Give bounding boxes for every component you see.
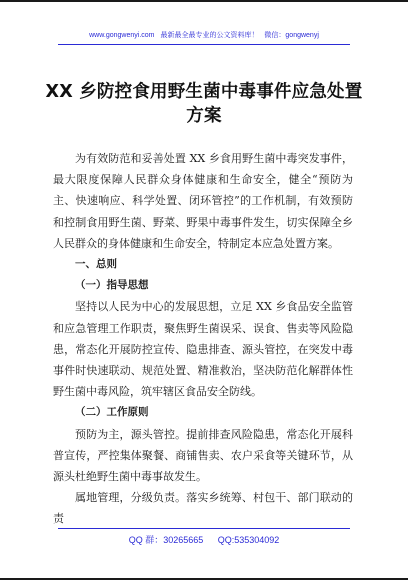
document-body (53, 148, 353, 530)
principle-paragraph-1: 预防为主，源头管控。提前排查风险隐患，常态化开展科普宣传，严控集体聚餐、商铺售卖、农户采食等关键环节，从源头杜绝野生菌中毒事故发生。 (53, 427, 353, 484)
header-slogan: 最新最全最专业的公文资料库！ (160, 32, 259, 39)
title-line-1: XX 乡防控食用野生菌中毒事件应急处置 (45, 82, 363, 102)
top-border (0, 0, 408, 2)
subheading-guiding-ideology: （一）指导思想 (75, 279, 149, 292)
header-divider (58, 44, 350, 45)
header-wechat: 微信：gongwenyj (264, 32, 319, 39)
header-site-link[interactable]: www.gongwenyi.com (89, 32, 155, 39)
title-line-2: 方案 (186, 106, 222, 126)
subheading-work-principles: （二）工作原则 (75, 406, 149, 419)
footer-qq-group: QQ 群：30265665 (128, 535, 204, 545)
principle-paragraph-2: 属地管理，分级负责。落实乡统筹、村包干、部门联动的责 (53, 491, 353, 526)
section-heading-general: 一、总则 (75, 258, 117, 271)
footer-qq: QQ:535304092 (217, 535, 280, 545)
page-header (0, 31, 408, 41)
document-title (30, 80, 378, 128)
footer-divider (58, 528, 350, 529)
intro-paragraph: 为有效防范和妥善处置 XX 乡食用野生菌中毒突发事件，最大限度保障人民群众身体健康和生命安全，健全“预防为主、快速响应、科学处置、闭环管控”的工作机制，有效预防和控制食用野生菌、野菜、野果中毒事件发生，切实保障全乡人民群众的身体健康和生命安全，特制定本应急处置方案。 (53, 152, 353, 250)
guiding-ideology-paragraph: 坚持以人民为中心的发展思想，立足 XX 乡食品安全监管和应急管理工作职责，聚焦野生菌误采、误食、售卖等风险隐患，常态化开展防控宣传、隐患排查、源头管控，在突发中毒事件时快速联动、规范处置、精准救治，坚决防范化解群体性野生菌中毒风险，筑牢辖区食品安全防线。 (53, 300, 353, 399)
page-footer (0, 533, 408, 546)
